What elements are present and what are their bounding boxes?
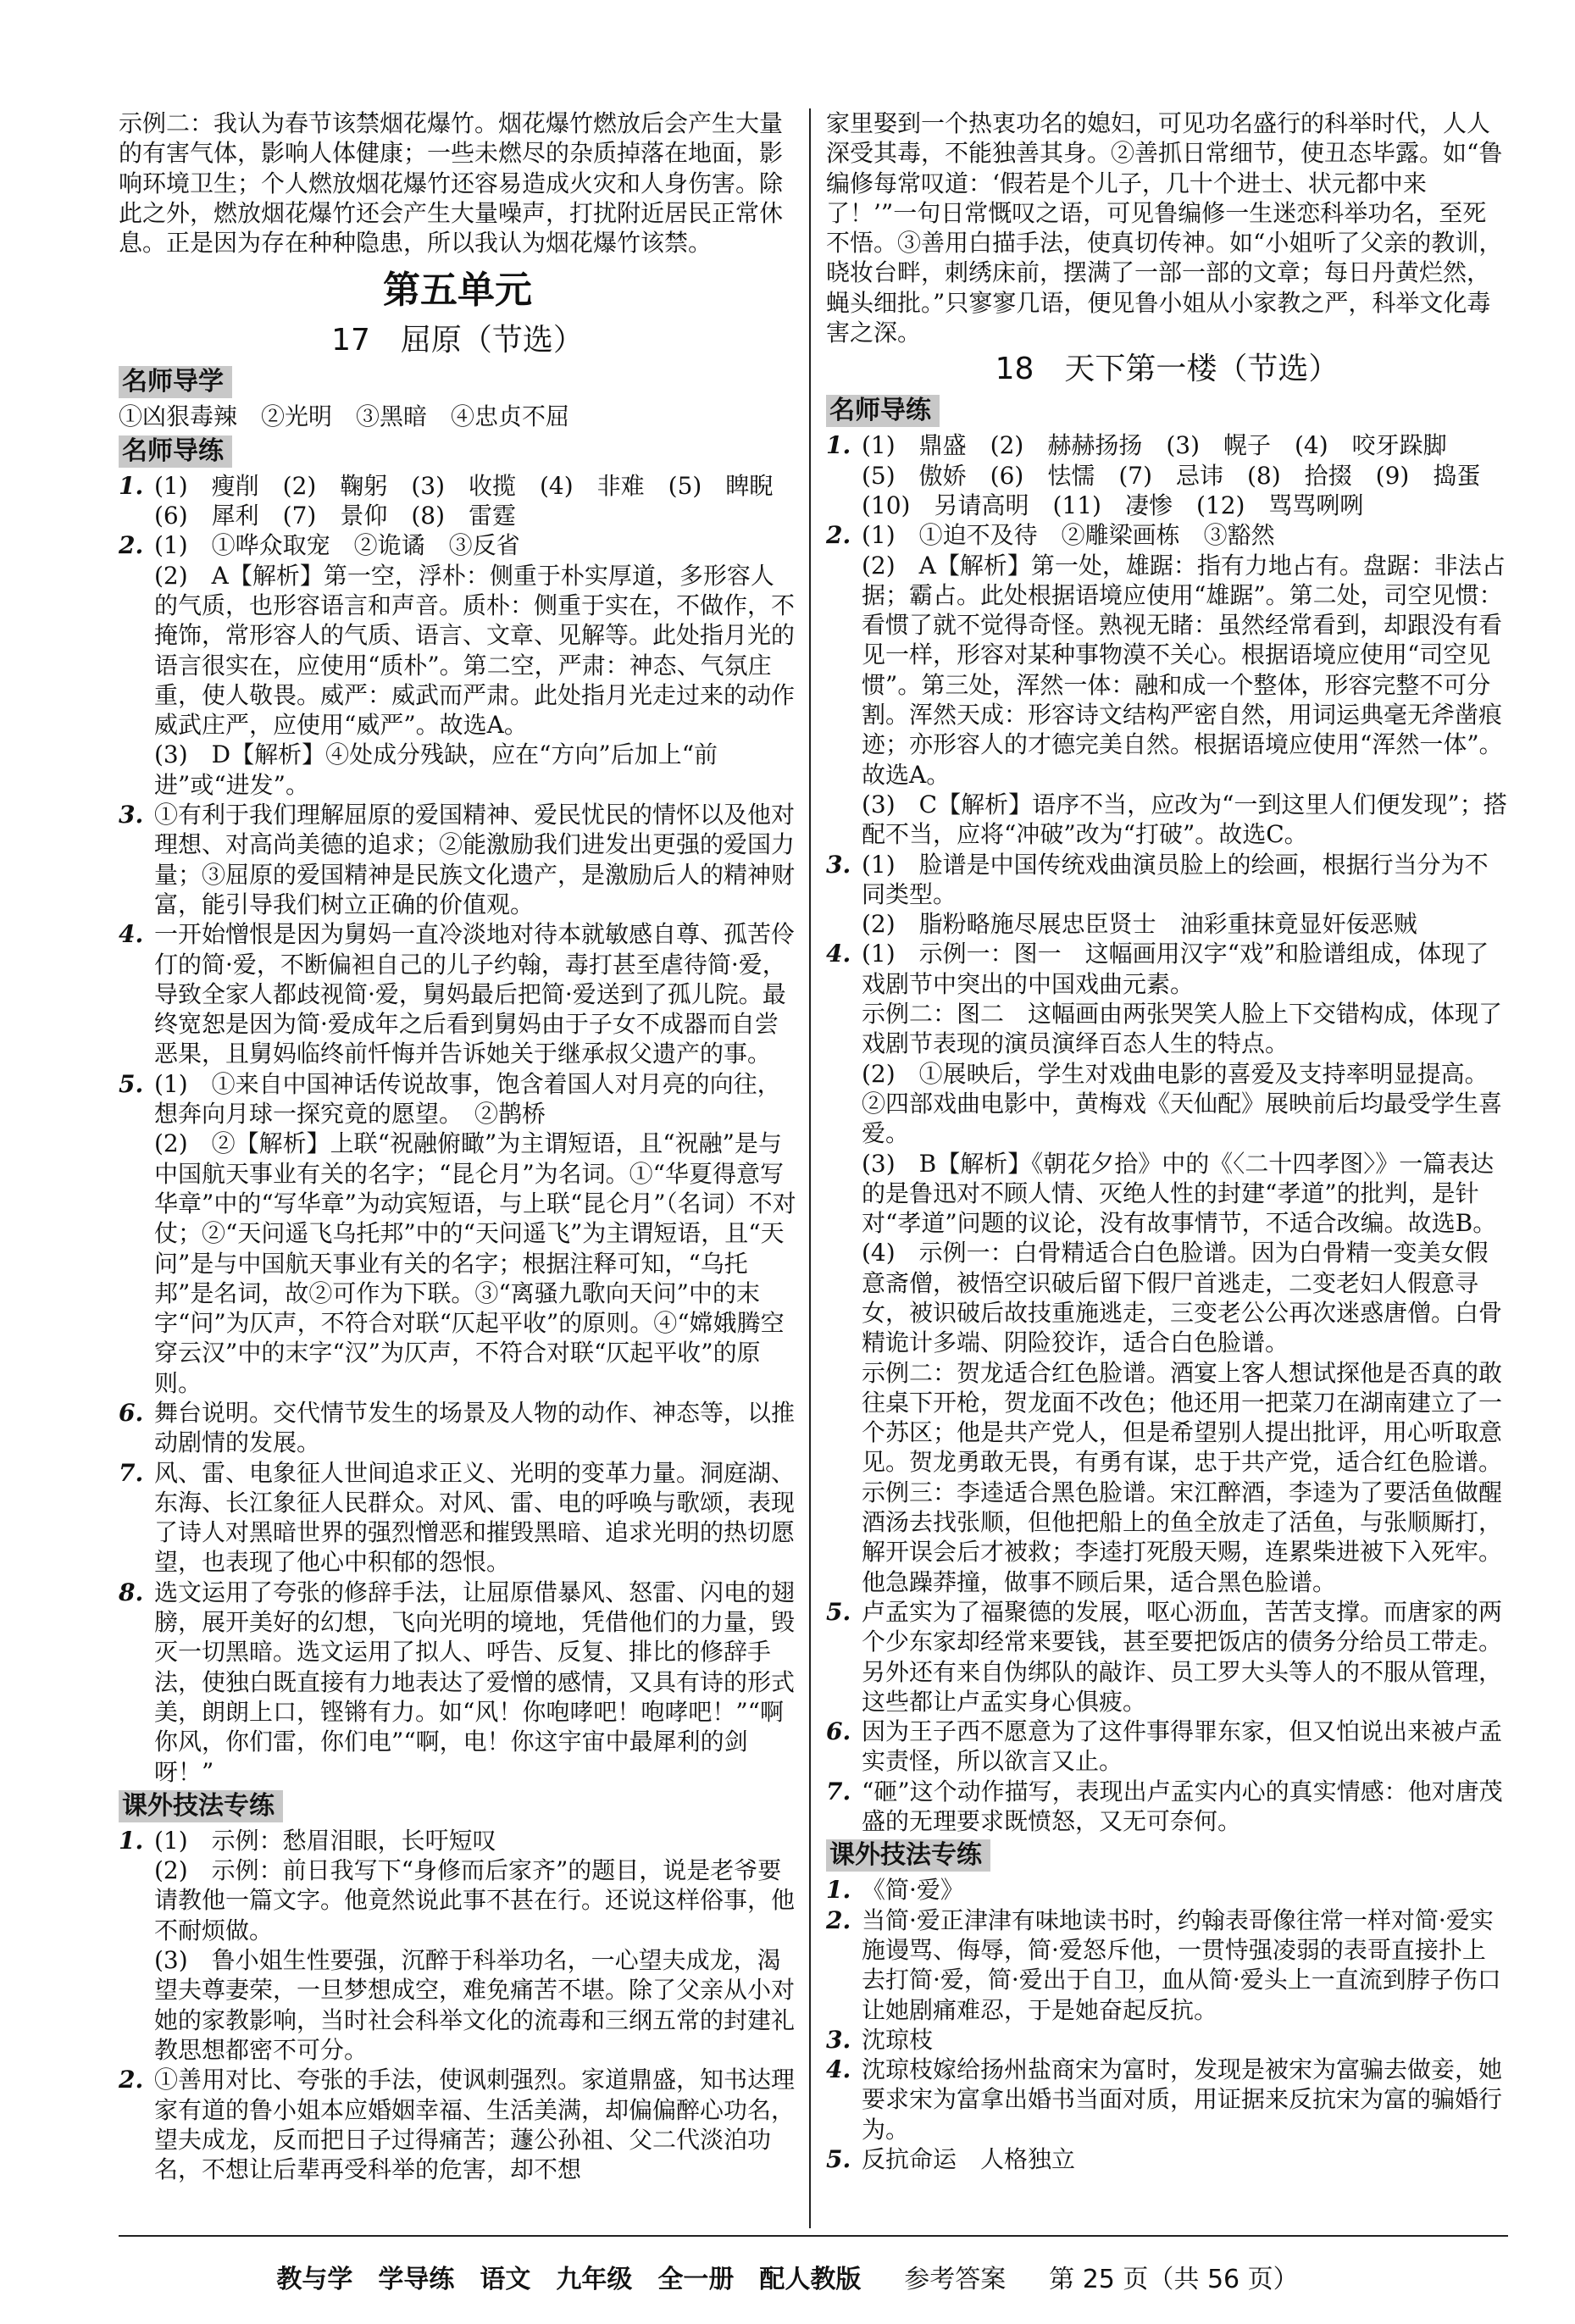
continued-paragraph: 家里娶到一个热衷功名的媳妇，可见功名盛行的科举时代，人人深受其毒，不能独善其身。②善抓日常细节，使丑态毕露。如“鲁编修每常叹道：‘假若是个儿子，几十个进士、状元都中来了！’”一句日常慨叹之语，可见鲁编修一生迷恋科举功名，至死不悟。③善用白描手法，使真切传神。如“小姐听了父亲的教训，晓妆台畔，刺绣床前，摆满了一部一部的文章；每日丹黄烂然，蝇头细批。”只寥寥几语，便见鲁小姐从小家教之严，科举文化毒害之深。	[826, 109, 1503, 347]
lesson-title-18: 18 天下第一楼（节选）	[995, 352, 1339, 387]
question-number: 4.	[119, 920, 144, 949]
answer-item	[119, 800, 796, 919]
question-number: 6.	[826, 1717, 851, 1746]
answer-item	[826, 909, 1508, 939]
answer-text: 示例三：李逵适合黑色脸谱。宋江醉酒，李逵为了要活鱼做醒酒汤去找张顺，但他把船上的鱼全放走了活鱼，与张顺厮打，解开误会后才被救；李逵打死殷天赐，连累柴进被下入死牢。他急躁莽撞，做事不顾后果，适合黑色脸谱。	[862, 1478, 1503, 1596]
answer-line	[119, 1826, 796, 1855]
section-header-practice-18: 名师导练	[826, 395, 940, 427]
answer-item	[826, 2055, 1508, 2144]
answer-text: 《简·爱》	[862, 1876, 964, 1905]
answer-item	[119, 2065, 796, 2184]
answer-item	[826, 551, 1508, 790]
answer-item	[826, 1777, 1508, 1837]
answer-text: (2) ②【解析】上联“祝融俯瞰”为主谓短语，且“祝融”是与中国航天事业有关的名字；“昆仑月”为名词。①“华夏得意写华章”中的“写华章”为动宾短语，与上联“昆仑月”（名词）不对仗；②“天问遥飞乌托邦”中的“天问遥飞”为主谓短语，且“天问”是与中国航天事业有关的名字；根据注释可知，“乌托邦”是名词，故②可作为下联。③“离骚九歌向天问”中的末字“问”为仄声，不符合对联“仄起平收”的原则。④“嫦娥腾空穿云汉”中的末字“汉”为仄声，不符合对联“仄起平收”的原则。	[154, 1129, 796, 1397]
answer-line	[154, 561, 796, 740]
answer-item	[826, 790, 1508, 850]
answer-line	[119, 919, 796, 1068]
question-number: 2.	[119, 531, 144, 560]
answer-line	[826, 1717, 1508, 1777]
answer-item	[119, 1129, 796, 1398]
answer-text: 一开始憎恨是因为舅妈一直冷淡地对待本就敏感自尊、孤苦伶仃的简·爱，不断偏袒自己的儿子约翰，毒打甚至虐待简·爱，导致全家人都歧视简·爱，舅妈最后把简·爱送到了孤儿院。最终宽恕是因为简·爱成年之后看到舅妈由于子女不成器而自尝恶果，且舅妈临终前忏悔并告诉她关于继承叔父遗产的事。	[154, 920, 796, 1068]
answer-text: (3) B【解析】《朝花夕拾》中的《〈二十四孝图〉》一篇表达的是鲁迅对不顾人情、灭绝人性的封建“孝道”的批判，是针对“孝道”问题的议论，没有故事情节，不适合改编。故选B。	[862, 1149, 1497, 1238]
answer-text: 风、雷、电象征人世间追求正义、光明的变革力量。洞庭湖、东海、长江象征人民群众。对风、雷、电的呼唤与歌颂，表现了诗人对黑暗世界的强烈憎恶和摧毁黑暗、追求光明的热切愿望，也表现了他心中积郁的怨恨。	[154, 1458, 796, 1577]
answer-line	[826, 1597, 1508, 1717]
answer-line	[862, 999, 1508, 1059]
answer-item	[826, 2144, 1508, 2174]
answer-text: 反抗命运 人格独立	[862, 2145, 1076, 2173]
answer-text: (1) 鼎盛 (2) 赫赫扬扬 (3) 幌子 (4) 咬牙跺脚	[862, 431, 1447, 460]
answer-line	[119, 2065, 796, 2184]
question-number: 8.	[119, 1578, 144, 1606]
answer-item	[119, 1398, 796, 1458]
answer-text: (1) ①哗众取宠 ②诡谲 ③反省	[154, 531, 520, 560]
answer-line	[826, 2144, 1508, 2174]
section-header-practice: 名师导练	[119, 435, 232, 468]
footer-ref: 参考答案	[904, 2265, 1007, 2294]
question-number: 4.	[826, 2055, 851, 2084]
answer-line	[154, 740, 796, 800]
answer-text: 舞台说明。交代情节发生的场景及人物的动作、神态等，以推动剧情的发展。	[154, 1398, 796, 1457]
answer-line	[862, 1478, 1508, 1597]
answer-item	[826, 1238, 1508, 1597]
answer-line	[826, 1875, 1508, 1905]
answer-item	[826, 850, 1508, 910]
answer-item	[119, 530, 796, 560]
answer-item	[119, 561, 796, 740]
answer-text: 示例二：图二 这幅画由两张哭笑人脸上下交错构成，体现了戏剧节表现的演员演绎百态人生的特点。	[862, 1000, 1503, 1058]
answer-line	[119, 1458, 796, 1578]
answer-line	[826, 850, 1508, 910]
answer-text: (1) 示例：愁眉泪眼，长吁短叹	[154, 1826, 496, 1855]
footer-page-number: 第 25 页（共 56 页）	[1049, 2265, 1299, 2294]
answer-line	[119, 1578, 796, 1787]
answer-line	[862, 1358, 1508, 1478]
answer-line	[826, 1777, 1508, 1837]
answer-line	[826, 2055, 1508, 2144]
answer-line	[862, 1238, 1508, 1357]
answer-text: (2) A【解析】第一处，雄踞：指有力地占有。盘踞：非法占据；霸占。此处根据语境应使用“雄踞”。第二处，司空见惯：看惯了就不觉得奇怪。熟视无睹：虽然经常看到，却跟没有看见一样，形容对某种事物漠不关心。根据语境应使用“司空见惯”。第三处，浑然一体：融和成一个整体，形容完整不可分割。浑然天成：形容诗文结构严密自然，用词运典毫无斧凿痕迹；亦形容人的才德完美自然。根据语境应使用“浑然一体”。故选A。	[862, 551, 1506, 789]
question-number: 1.	[119, 1826, 144, 1855]
answer-item	[119, 919, 796, 1068]
answer-item	[826, 1875, 1508, 1905]
question-number: 7.	[119, 1458, 144, 1487]
answer-text: (10) 另请高明 (11) 凄惨 (12) 骂骂咧咧	[862, 491, 1364, 519]
answer-text: (3) C【解析】语序不当，应改为“一到这里人们便发现”；搭配不当，应将“冲破”改为“打破”。故选C。	[862, 790, 1507, 849]
answer-line	[119, 1069, 796, 1129]
answer-text: ①善用对比、夸张的手法，使讽刺强烈。家道鼎盛，知书达理家有道的鲁小姐本应婚姻幸福、生活美满，却偏偏醉心功名，望夫成龙，反而把日子过得痛苦；蘧公孙祖、父二代淡泊功名，不想让后辈再受科举的危害，却不想	[154, 2066, 796, 2184]
answer-line	[119, 471, 796, 501]
answer-line	[154, 1855, 796, 1945]
question-number: 1.	[826, 431, 851, 460]
answer-text: (1) ①来自中国神话传说故事，饱含着国人对月亮的向往，想奔向月球一探究竟的愿望。 ②鹊桥	[154, 1069, 781, 1129]
answer-line	[826, 1905, 1508, 2025]
answer-item	[119, 1855, 796, 1945]
answer-text: 沈琼枝	[862, 2025, 934, 2054]
answer-text: “砸”这个动作描写，表现出卢孟实内心的真实情感：他对唐茂盛的无理要求既愤怒，又无可奈何。	[862, 1777, 1503, 1836]
answer-line	[862, 909, 1508, 939]
answer-line	[119, 530, 796, 560]
question-number: 5.	[826, 1597, 851, 1626]
column-divider	[809, 108, 811, 2228]
answer-item	[119, 1578, 796, 1787]
answer-item	[826, 430, 1508, 520]
answer-item	[826, 1597, 1508, 1717]
footer-rule	[119, 2235, 1508, 2237]
answer-item	[119, 1826, 796, 1855]
answer-item	[119, 1458, 796, 1578]
right-extra-list	[826, 1875, 1508, 2174]
question-number: 5.	[826, 2145, 851, 2173]
answer-item	[119, 1069, 796, 1129]
question-number: 1.	[826, 1876, 851, 1905]
question-number: 3.	[119, 801, 144, 829]
question-number: 3.	[826, 850, 851, 879]
answer-line	[826, 939, 1508, 999]
answer-text: (2) ①展映后，学生对戏曲电影的喜爱及支持率明显提高。②四部戏曲电影中，黄梅戏《天仙配》展映前后均最受学生喜爱。	[862, 1059, 1503, 1148]
question-number: 2.	[826, 1905, 851, 1934]
answer-text: (1) ①迫不及待 ②雕梁画栋 ③豁然	[862, 521, 1275, 550]
answer-text: 当简·爱正津津有味地读书时，约翰表哥像往常一样对简·爱实施谩骂、侮辱，简·爱怒斥他，一贯恃强凌弱的表哥直接扑上去打简·爱，简·爱出于自卫，血从简·爱头上一直流到脖子伤口让她剧痛难忍，于是她奋起反抗。	[862, 1905, 1501, 2024]
answer-line	[119, 1398, 796, 1458]
page-footer	[0, 2258, 1575, 2295]
answer-line	[154, 501, 796, 530]
answer-text: (1) 示例一：图一 这幅画用汉字“戏”和脸谱组成，体现了戏剧节中突出的中国戏曲元素。	[862, 940, 1489, 998]
answer-item	[826, 1905, 1508, 2025]
question-number: 2.	[826, 521, 851, 550]
answer-line	[862, 1149, 1508, 1239]
answer-text: 沈琼枝嫁给扬州盐商宋为富时，发现是被宋为富骗去做妾，她要求宋为富拿出婚书当面对质，用证据来反抗宋为富的骗婚行为。	[862, 2055, 1503, 2144]
question-number: 6.	[119, 1398, 144, 1427]
answer-line	[862, 790, 1508, 850]
answer-item	[826, 1149, 1508, 1239]
answer-text: 示例二：贺龙适合红色脸谱。酒宴上客人想试探他是否真的敢往桌下开枪，贺龙面不改色；他还用一把菜刀在湖南建立了一个苏区；他是共产党人，但是希望别人提出批评，用心听取意见。贺龙勇敢无畏，有勇有谋，忠于共产党，适合红色脸谱。	[862, 1358, 1503, 1477]
footer-book-title: 教与学 学导练 语文 九年级 全一册 配人教版	[276, 2265, 862, 2294]
lesson-title-17: 17 屈原（节选）	[331, 323, 584, 358]
question-number: 5.	[119, 1069, 144, 1098]
section-header-extra-18: 课外技法专练	[826, 1839, 990, 1872]
answer-text: (5) 傲娇 (6) 怯懦 (7) 忌讳 (8) 拾掇 (9) 捣蛋	[862, 461, 1481, 490]
question-number: 1.	[119, 471, 144, 500]
answer-line	[862, 461, 1508, 491]
answer-text: 选文运用了夸张的修辞手法，让屈原借暴风、怒雷、闪电的翅膀，展开美好的幻想，飞向光明的境地，凭借他们的力量，毁灭一切黑暗。选文运用了拟人、呼告、反复、排比的修辞手法，使独白既直接有力地表达了爱憎的感情，又具有诗的形式美，朗朗上口，铿锵有力。如“风！你咆哮吧！咆哮吧！”“啊你风，你们雷，你们电”“啊，电！你这宇宙中最犀利的剑呀！”	[154, 1578, 796, 1786]
answer-line	[862, 491, 1508, 520]
right-answer-list	[826, 430, 1508, 1836]
answer-line	[154, 1129, 796, 1398]
intro-paragraph: 示例二：我认为春节该禁烟花爆竹。烟花爆竹燃放后会产生大量的有害气体，影响人体健康；一些未燃尽的杂质掉落在地面，影响环境卫生；个人燃放烟花爆竹还容易造成火灾和人身伤害。除此之外，燃放烟花爆竹还会产生大量噪声，打扰附近居民正常休息。正是因为存在种种隐患，所以我认为烟花爆竹该禁。	[119, 109, 784, 258]
left-extra-list	[119, 1826, 796, 2185]
question-number: 3.	[826, 2025, 851, 2054]
answer-line	[862, 1059, 1508, 1149]
answer-line	[826, 520, 1508, 550]
answer-text: (3) D【解析】④处成分残缺，应在“方向”后加上“前进”或“进发”。	[154, 740, 718, 799]
answer-text: (6) 犀利 (7) 景仰 (8) 雷霆	[154, 502, 516, 530]
answer-text: 因为王子西不愿意为了这件事得罪东家，但又怕说出来被卢孟实责怪，所以欲言又止。	[862, 1717, 1503, 1776]
unit-title: 第五单元	[383, 269, 532, 313]
guide-answer: ①凶狠毒辣 ②光明 ③黑暗 ④忠贞不屈	[119, 402, 570, 431]
question-number: 7.	[826, 1777, 851, 1805]
answer-line	[826, 2025, 1508, 2055]
answer-line	[119, 800, 796, 919]
section-header-extra: 课外技法专练	[119, 1790, 283, 1822]
left-column	[119, 108, 796, 2184]
answer-text: 卢孟实为了福聚德的发展，呕心沥血，苦苦支撑。而唐家的两个少东家却经常来要钱，甚至要把饭店的债务分给员工带走。另外还有来自伪绑队的敲诈、员工罗大头等人的不服从管理，这些都让卢孟实身心俱疲。	[862, 1597, 1503, 1716]
answer-item	[826, 1717, 1508, 1777]
answer-line	[826, 430, 1508, 460]
section-header-guide: 名师导学	[119, 366, 232, 398]
answer-item	[826, 939, 1508, 1058]
answer-item	[119, 1945, 796, 2065]
left-answer-list	[119, 471, 796, 1787]
answer-text: ①有利于我们理解屈原的爱国精神、爱民忧民的情怀以及他对理想、对高尚美德的追求；②能激励我们进发出更强的爱国力量；③屈原的爱国精神是民族文化遗产，是激励后人的精神财富，能引导我们树立正确的价值观。	[154, 801, 796, 918]
answer-line	[154, 1945, 796, 2065]
question-number: 2.	[119, 2066, 144, 2094]
answer-line	[862, 551, 1508, 790]
answer-item	[119, 740, 796, 800]
question-number: 4.	[826, 940, 851, 968]
answer-text: (1) 瘦削 (2) 鞠躬 (3) 收揽 (4) 非难 (5) 睥睨	[154, 471, 774, 500]
answer-text: (3) 鲁小姐生性要强，沉醉于科举功名，一心望夫成龙，渴望夫尊妻荣，一旦梦想成空，难免痛苦不堪。除了父亲从小对她的家教影响，当时社会科举文化的流毒和三纲五常的封建礼教思想都密不可分。	[154, 1946, 796, 2064]
answer-text: (4) 示例一：白骨精适合白色脸谱。因为白骨精一变美女假意斋僧，被悟空识破后留下假尸首逃走，二变老妇人假意寻女，被识破后故技重施逃走，三变老公公再次迷惑唐僧。白骨精诡计多端、阴险狡诈，适合白色脸谱。	[862, 1239, 1503, 1357]
answer-item	[826, 1059, 1508, 1149]
answer-item	[119, 471, 796, 531]
answer-item	[826, 520, 1508, 550]
answer-text: (2) A【解析】第一空，浮朴：侧重于朴实厚道，多形容人的气质，也形容语言和声音。质朴：侧重于实在，不做作，不掩饰，常形容人的气质、语言、文章、见解等。此处指月光的语言很实在，应使用“质朴”。第二空，严肃：神态、气氛庄重，使人敬畏。威严：威武而严肃。此处指月光走过来的动作威武庄严，应使用“威严”。故选A。	[154, 561, 796, 740]
answer-item	[826, 2025, 1508, 2055]
answer-text: (1) 脸谱是中国传统戏曲演员脸上的绘画，根据行当分为不同类型。	[862, 850, 1489, 908]
answer-text: (2) 脂粉略施尽展忠臣贤士 油彩重抹竟显奸佞恶贼	[862, 910, 1417, 939]
right-column	[826, 108, 1508, 2174]
answer-text: (2) 示例：前日我写下“身修而后家齐”的题目，说是老爷要请教他一篇文字。他竟然说此事不甚在行。还说这样俗事，他不耐烦做。	[154, 1856, 796, 1944]
